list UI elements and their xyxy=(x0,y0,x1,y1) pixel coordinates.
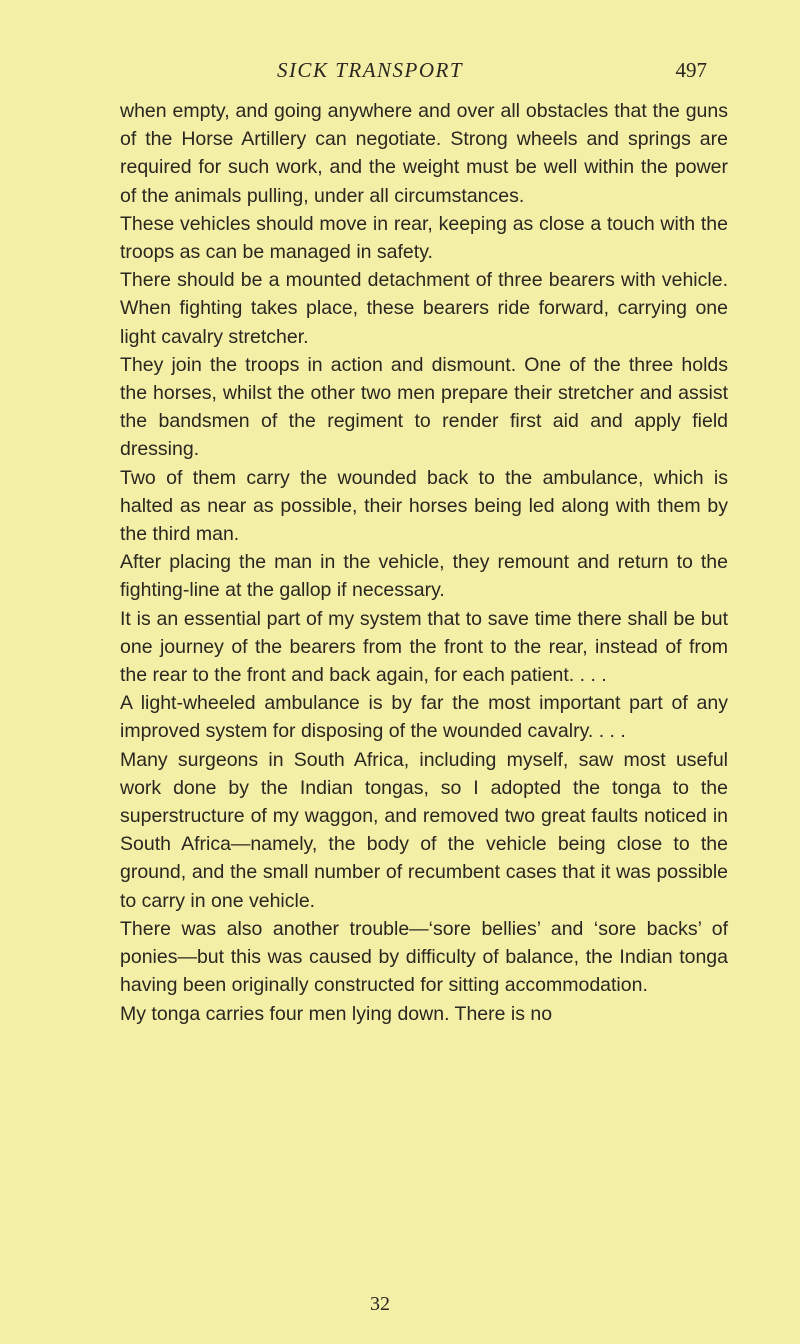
paragraph: These vehicles should move in rear, keeping as close a touch with the troops as can be managed in safety. xyxy=(120,212,728,264)
paragraph: A light-wheeled ambulance is by far the most important part of any improved system for disposing of the wounded cavalry. . . . xyxy=(120,692,728,743)
paragraph: Two of them carry the wounded back to the ambulance, which is halted as near as possible, their horses being led along with them by the third man. xyxy=(120,466,728,546)
page-number: 497 xyxy=(675,58,707,82)
running-head xyxy=(0,58,800,90)
paragraph: when empty, and going anywhere and over all obstacles that the guns of the Horse Artillery can negotiate. Strong wheels and springs are required for such work, and the weight must be well within the power of the animals pulling, under all circumstances. xyxy=(120,100,728,207)
running-title: SICK TRANSPORT xyxy=(276,58,464,82)
signature-mark: 32 xyxy=(370,1293,390,1315)
paragraph: Many surgeons in South Africa, including myself, saw most useful work done by the Indian tongas, so I adopted the tonga to the superstructure of my waggon, and removed two great faults noticed in South Africa—namely, the body of the vehicle being close to the ground, and the small number of recumbent cases that it was possible to carry in one vehicle. xyxy=(120,748,728,912)
paragraph: My tonga carries four men lying down. There is no xyxy=(120,1002,553,1025)
paragraph: After placing the man in the vehicle, they remount and return to the fighting-line at the gallop if necessary. xyxy=(120,551,728,602)
paragraph: It is an essential part of my system that to save time there shall be but one journey of the bearers from the front to the rear, instead of from the rear to the front and back again, for each patient. . . . xyxy=(120,607,728,687)
paragraph: There should be a mounted detachment of three bearers with vehicle. When fighting takes place, these bearers ride forward, carrying one light cavalry stretcher. xyxy=(120,269,728,348)
body-text xyxy=(120,97,728,1028)
paragraph: There was also another trouble—‘sore bellies’ and ‘sore backs’ of ponies—but this was caused by difficulty of balance, the Indian tonga having been originally constructed for sitting accommodation. xyxy=(120,917,728,997)
paragraph: They join the troops in action and dismount. One of the three holds the horses, whilst the other two men prepare their stretcher and assist the bandsmen of the regiment to render first aid and apply field dressing. xyxy=(120,353,728,461)
